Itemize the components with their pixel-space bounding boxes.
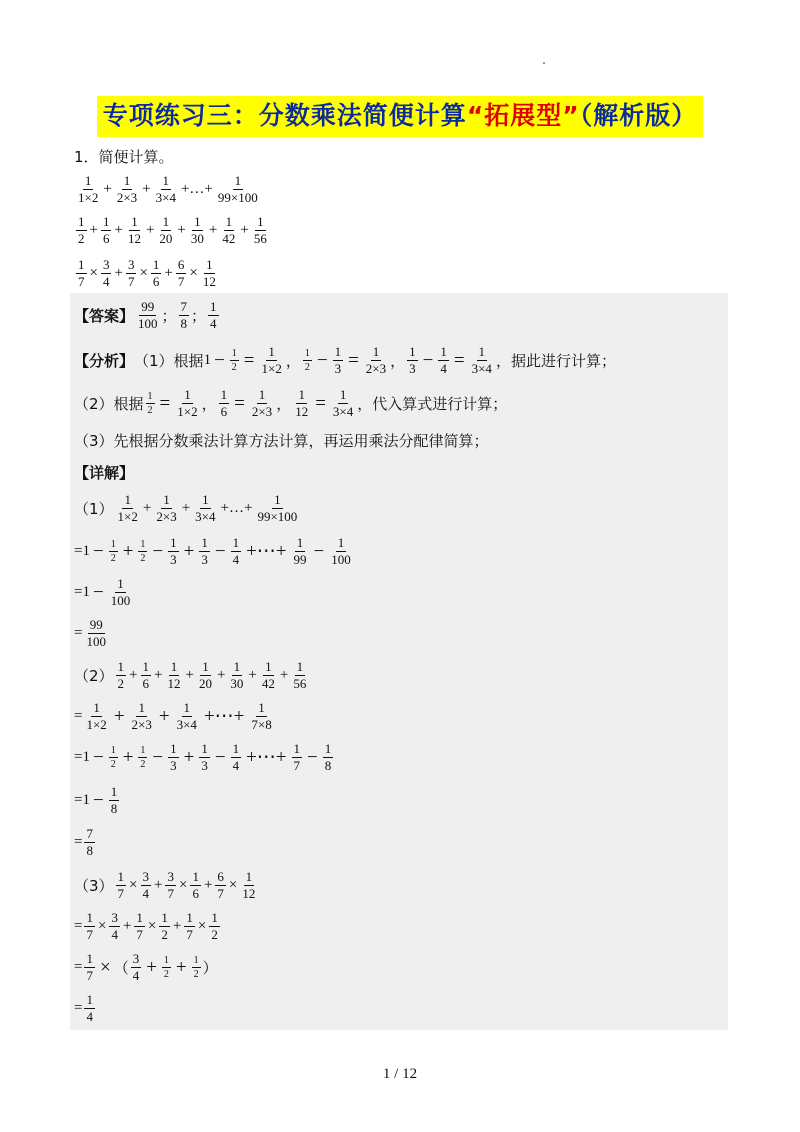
comma: ， — [285, 352, 301, 370]
minus-sign: − — [214, 540, 226, 562]
equals-sign: = — [74, 959, 83, 975]
fraction: $\frac{1}{2}$ — [231, 348, 237, 373]
equals-sign: = — [74, 749, 83, 765]
fraction: $\frac{1}{12}$ — [202, 257, 216, 289]
fraction: $\frac{1}{3\times 4}$ — [332, 387, 354, 419]
question-expr-1 — [74, 174, 262, 205]
ellipsis: +⋯+ — [246, 747, 287, 768]
analysis-label: 【分析】 — [74, 352, 135, 370]
fraction: $\frac{1}{6}$ — [102, 214, 110, 246]
question-expr-2 — [74, 215, 271, 246]
fraction: $\frac{1}{42}$ — [222, 214, 236, 246]
plus-sign: + — [113, 705, 125, 727]
fraction: $\frac{1}{2\times 3}$ — [156, 492, 177, 524]
fraction: $\frac{1}{7}$ — [117, 869, 125, 901]
title-suffix: （解析版） — [579, 101, 698, 130]
analysis-text: ，据此进行计算； — [495, 352, 616, 370]
equals-sign: = — [74, 543, 83, 559]
times-sign: × — [97, 918, 107, 934]
fraction: $\frac{1}{2}$ — [110, 539, 116, 564]
analysis-line-3 — [74, 430, 489, 451]
comma: ， — [276, 395, 292, 413]
answer-fraction: $\frac{1}{4}$ — [210, 299, 217, 331]
fraction: $\frac{1}{99}$ — [293, 535, 307, 567]
part1-line-2 — [74, 536, 355, 567]
fraction: $\frac{1}{3}$ — [170, 741, 177, 773]
fraction: $\frac{1}{4}$ — [440, 344, 447, 376]
fraction: $\frac{1}{2}$ — [304, 348, 310, 373]
plus-sign: + — [114, 222, 123, 238]
fraction: $\frac{6}{7}$ — [177, 257, 185, 289]
fraction: $\frac{3}{4}$ — [102, 257, 110, 289]
detail-label-row — [74, 462, 134, 483]
fraction: $\frac{1}{4}$ — [232, 741, 240, 773]
times-sign: × — [197, 918, 207, 934]
equals-sign: = — [159, 392, 171, 414]
page-number: 1 / 12 — [382, 1066, 418, 1082]
minus-sign: − — [307, 746, 318, 768]
fraction: $\frac{3}{4}$ — [132, 951, 140, 983]
fraction: $\frac{99}{100}$ — [86, 617, 106, 649]
fraction: $\frac{1}{2\times 3}$ — [116, 173, 138, 205]
plus-sign: + — [129, 667, 138, 683]
number: 1 — [203, 352, 212, 368]
times-sign: × — [89, 265, 98, 281]
analysis-line-1 — [74, 345, 616, 376]
fraction: $\frac{1}{6}$ — [192, 869, 199, 901]
number: 1 — [82, 792, 90, 808]
equals-sign: = — [234, 392, 245, 414]
fraction: $\frac{1}{99\times 100}$ — [257, 492, 298, 524]
fraction: $\frac{1}{2}$ — [78, 214, 85, 246]
fraction: $\frac{1}{30}$ — [190, 214, 204, 246]
fraction: $\frac{1}{20}$ — [198, 659, 212, 691]
separator: ； — [191, 307, 207, 325]
number: 1 — [82, 584, 90, 600]
fraction: $\frac{1}{12}$ — [167, 659, 181, 691]
equals-sign: = — [74, 625, 83, 641]
minus-sign: − — [92, 746, 104, 768]
analysis-text: （2）根据 — [74, 395, 144, 413]
times-sign: × — [139, 265, 148, 281]
fraction: $\frac{1}{7}$ — [86, 910, 93, 942]
fraction: $\frac{1}{3}$ — [170, 535, 177, 567]
fraction: $\frac{1}{2}$ — [161, 910, 168, 942]
plus-sign: + — [122, 918, 132, 934]
fraction: $\frac{1}{12}$ — [295, 387, 309, 419]
comma: ， — [201, 395, 217, 413]
ellipsis: +⋯+ — [246, 541, 287, 562]
plus-sign: + — [164, 265, 173, 281]
times-sign: × — [99, 956, 111, 978]
fraction: $\frac{7}{8}$ — [86, 826, 93, 858]
fraction: $\frac{3}{7}$ — [127, 257, 135, 289]
fraction: $\frac{1}{2\times 3}$ — [365, 344, 387, 376]
minus-sign: − — [92, 540, 104, 562]
left-paren: （ — [113, 959, 129, 977]
fraction: $\frac{3}{4}$ — [142, 869, 150, 901]
fraction: $\frac{1}{1\times 2}$ — [177, 387, 198, 419]
plus-sign: + — [154, 667, 163, 683]
part-label: （2） — [74, 667, 114, 685]
part2-line-3 — [74, 742, 335, 773]
plus-sign: + — [216, 667, 226, 683]
fraction: $\frac{1}{56}$ — [253, 214, 267, 246]
equals-sign: = — [315, 392, 326, 414]
part-label: （1） — [74, 500, 114, 518]
minus-sign: − — [92, 789, 104, 811]
part1-line-4 — [74, 618, 110, 649]
minus-sign: − — [152, 746, 164, 768]
fraction: $\frac{1}{3}$ — [334, 344, 342, 376]
times-sign: × — [228, 877, 238, 893]
minus-sign: − — [422, 349, 434, 371]
plus-sign: + — [183, 540, 195, 562]
fraction: $\frac{3}{7}$ — [167, 869, 174, 901]
fraction: $\frac{1}{2}$ — [140, 745, 146, 770]
fraction: $\frac{1}{3\times 4}$ — [195, 492, 216, 524]
fraction: $\frac{1}{8}$ — [324, 741, 332, 773]
fraction: $\frac{1}{1\times 2}$ — [261, 344, 282, 376]
fraction: $\frac{1}{100}$ — [110, 576, 131, 608]
title-main: 专项练习三：分数乘法简便计算 — [102, 101, 467, 130]
comma: ， — [390, 352, 406, 370]
fraction: $\frac{1}{1\times 2}$ — [78, 173, 99, 205]
fraction: $\frac{1}{56}$ — [293, 659, 307, 691]
plus-sign: + — [203, 877, 213, 893]
answer-fraction: $\frac{99}{100}$ — [138, 299, 158, 331]
plus-sign: + — [146, 956, 157, 978]
fraction: $\frac{1}{2}$ — [211, 910, 218, 942]
fraction: $\frac{1}{2}$ — [117, 659, 125, 691]
plus-sign: + — [142, 181, 151, 197]
question-label: 1．简便计算。 — [74, 148, 174, 166]
equals-sign: = — [243, 349, 255, 371]
plus-sign: + — [122, 746, 134, 768]
answer-label: 【答案】 — [74, 307, 135, 325]
part2-line-4 — [74, 785, 121, 816]
plus-sign: + — [158, 705, 170, 727]
fraction: $\frac{1}{6}$ — [220, 387, 228, 419]
minus-sign: − — [214, 349, 225, 371]
plus-sign: + — [181, 500, 191, 516]
answer-fraction: $\frac{7}{8}$ — [180, 299, 188, 331]
part1-line-1 — [74, 493, 301, 524]
part3-line-3 — [74, 952, 218, 983]
speck-mark — [543, 62, 545, 64]
part3-line-2 — [74, 911, 222, 942]
plus-sign: + — [89, 222, 98, 238]
fraction: $\frac{1}{100}$ — [331, 535, 351, 567]
fraction: $\frac{1}{7}$ — [293, 741, 300, 773]
fraction: $\frac{1}{2}$ — [163, 955, 169, 980]
plus-sign: + — [114, 265, 123, 281]
equals-sign: = — [74, 834, 83, 850]
minus-sign: − — [316, 349, 328, 371]
fraction: $\frac{1}{2}$ — [147, 391, 153, 416]
fraction: $\frac{1}{2}$ — [140, 539, 146, 564]
equals-sign: = — [74, 708, 83, 724]
fraction: $\frac{1}{3\times 4}$ — [176, 700, 197, 732]
part2-line-2 — [74, 701, 276, 732]
equals-sign: = — [453, 349, 465, 371]
analysis-text: （3）先根据分数乘法计算方法计算，再运用乘法分配律简算； — [74, 432, 489, 450]
part2-line-5 — [74, 827, 97, 858]
fraction: $\frac{1}{1\times 2}$ — [86, 700, 107, 732]
plus-sign: + — [177, 222, 186, 238]
fraction: $\frac{1}{4}$ — [86, 992, 93, 1024]
ellipsis: +…+ — [220, 500, 253, 516]
fraction: $\frac{1}{4}$ — [232, 535, 240, 567]
detail-label: 【详解】 — [74, 464, 135, 482]
analysis-text: ，代入算式进行计算； — [357, 395, 508, 413]
fraction: $\frac{1}{2}$ — [110, 745, 116, 770]
fraction: $\frac{1}{3}$ — [201, 535, 208, 567]
title-container — [0, 96, 800, 137]
answer-row — [74, 300, 221, 331]
separator: ； — [161, 307, 177, 325]
fraction: $\frac{1}{30}$ — [230, 659, 244, 691]
page-title — [97, 96, 703, 137]
part3-line-4 — [74, 993, 97, 1024]
plus-sign: + — [142, 500, 152, 516]
plus-sign: + — [185, 667, 194, 683]
right-paren: ） — [202, 959, 218, 977]
question-expr-3 — [74, 258, 220, 289]
part1-line-3 — [74, 577, 134, 608]
plus-sign: + — [240, 222, 249, 238]
plus-sign: + — [208, 222, 218, 238]
fraction: $\frac{1}{6}$ — [142, 659, 150, 691]
plus-sign: + — [175, 956, 187, 978]
plus-sign: + — [122, 540, 134, 562]
fraction: $\frac{1}{2\times 3}$ — [251, 387, 273, 419]
ellipsis: +⋯+ — [203, 706, 245, 727]
plus-sign: + — [279, 667, 289, 683]
times-sign: × — [189, 265, 198, 281]
number: 1 — [82, 749, 90, 765]
fraction: $\frac{1}{99\times 100}$ — [217, 173, 258, 205]
minus-sign: − — [313, 540, 325, 562]
analysis-text: （1）根据 — [134, 352, 204, 370]
fraction: $\frac{1}{3\times 4}$ — [471, 344, 492, 376]
plus-sign: + — [103, 181, 112, 197]
times-sign: × — [147, 918, 157, 934]
fraction: $\frac{1}{42}$ — [261, 659, 275, 691]
equals-sign: = — [74, 584, 83, 600]
fraction: $\frac{1}{3}$ — [409, 344, 416, 376]
minus-sign: − — [152, 540, 164, 562]
ellipsis: +…+ — [180, 181, 213, 197]
fraction: $\frac{1}{3}$ — [201, 741, 208, 773]
title-highlight: “拓展型” — [466, 101, 580, 130]
fraction: $\frac{1}{1\times 2}$ — [117, 492, 138, 524]
fraction: $\frac{6}{7}$ — [217, 869, 224, 901]
equals-sign: = — [348, 349, 359, 371]
plus-sign: + — [154, 877, 163, 893]
fraction: $\frac{1}{7\times 8}$ — [251, 700, 272, 732]
fraction: $\frac{1}{2}$ — [193, 955, 199, 980]
fraction: $\frac{1}{8}$ — [110, 784, 118, 816]
fraction: $\frac{1}{6}$ — [152, 257, 160, 289]
fraction: $\frac{1}{12}$ — [242, 869, 256, 901]
equals-sign: = — [74, 1000, 83, 1016]
number: 1 — [82, 543, 90, 559]
part3-line-1 — [74, 870, 259, 901]
minus-sign: − — [92, 581, 104, 603]
times-sign: × — [178, 877, 188, 893]
part2-line-1 — [74, 660, 310, 691]
fraction: $\frac{1}{3\times 4}$ — [155, 173, 176, 205]
fraction: $\frac{3}{4}$ — [111, 910, 118, 942]
fraction: $\frac{1}{7}$ — [186, 910, 193, 942]
fraction: $\frac{1}{20}$ — [159, 214, 173, 246]
plus-sign: + — [248, 667, 257, 683]
equals-sign: = — [74, 918, 83, 934]
plus-sign: + — [183, 746, 195, 768]
fraction: $\frac{1}{7}$ — [78, 257, 85, 289]
fraction: $\frac{1}{2\times 3}$ — [131, 700, 152, 732]
minus-sign: − — [214, 746, 226, 768]
plus-sign: + — [172, 918, 182, 934]
part-label: （3） — [74, 877, 114, 895]
question-label-row — [74, 146, 174, 167]
analysis-line-2 — [74, 388, 507, 419]
times-sign: × — [129, 877, 138, 893]
fraction: $\frac{1}{12}$ — [127, 214, 141, 246]
fraction: $\frac{1}{7}$ — [136, 910, 143, 942]
fraction: $\frac{1}{7}$ — [86, 951, 93, 983]
plus-sign: + — [145, 222, 155, 238]
equals-sign: = — [74, 792, 83, 808]
